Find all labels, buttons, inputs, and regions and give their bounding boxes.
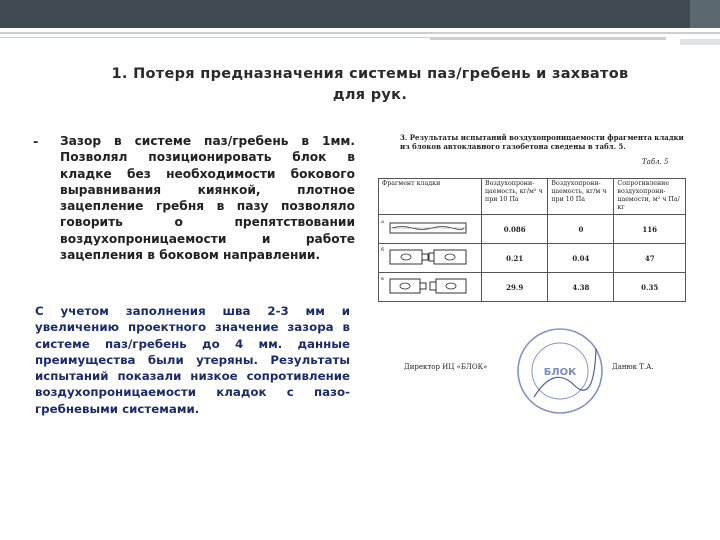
row-label: б xyxy=(381,247,385,253)
header-rule-thick xyxy=(430,37,666,40)
cell-value: 0.04 xyxy=(548,244,614,273)
header-resistance: Сопротивление воздухопрони-цаемости, м² ч Па/кг xyxy=(614,179,686,215)
fragment-drawing-b xyxy=(379,244,482,273)
header-rule-thin xyxy=(0,37,430,38)
cell-value: 116 xyxy=(614,215,686,244)
conclusion-paragraph: С учетом заполнения шва 2-3 мм и увеличению проектного значение зазора в системе паз/гребень до 4 мм. данные преимущества были утеряны. Результаты испытаний показали низкое сопротивление воздухопроницаемости кладок с пазо-гребневыми системами. xyxy=(35,304,350,416)
cell-value: 47 xyxy=(614,244,686,273)
test-report-image xyxy=(374,125,694,425)
signature-title: Директор ИЦ «БЛОК» xyxy=(404,363,488,371)
stamp-label: БЛОК xyxy=(543,367,577,378)
cell-value: 0.35 xyxy=(614,273,686,302)
top-bar xyxy=(0,0,720,28)
table-number: Табл. 5 xyxy=(642,158,669,166)
table-row xyxy=(379,244,686,273)
report-caption: 3. Результаты испытаний воздухопроницаемости фрагмента кладки из блоков автоклавного газобетона сведены в табл. 5. xyxy=(400,133,684,151)
gap-joint-icon xyxy=(388,276,468,296)
cell-value: 0.21 xyxy=(482,244,548,273)
table-header-row xyxy=(379,179,686,215)
cell-value: 0 xyxy=(548,215,614,244)
tongue-groove-joint-icon xyxy=(388,247,468,267)
cell-value: 29.9 xyxy=(482,273,548,302)
header-rule xyxy=(0,32,720,34)
header-rule-corner xyxy=(680,39,720,45)
cell-value: 0.086 xyxy=(482,215,548,244)
slide-title-line-2: для рук. xyxy=(332,87,408,103)
fragment-drawing-c xyxy=(379,273,482,302)
row-label: а xyxy=(381,219,384,225)
slide-title-line-1: 1. Потеря предназначения системы паз/гребень и захватов xyxy=(111,66,629,82)
block-joint-icon xyxy=(388,219,468,237)
signature-name: Данюк Т.А. xyxy=(612,363,654,371)
results-table xyxy=(378,178,686,302)
header-fragment: Фрагмент кладки xyxy=(379,179,482,215)
stamp-icon xyxy=(514,325,606,417)
bullet-marker: - xyxy=(33,135,39,150)
header-air-permeability-area: Воздухопрони-цаемость, кг/м² ч при 10 Па xyxy=(482,179,548,215)
bullet-paragraph: Зазор в системе паз/гребень в 1мм. Позволял позиционировать блок в кладке без необходимости бокового выравнивания киянкой, плотное зацепление гребня в пазу позволяло говорить о препятствовании воздухопроницаемости и работе зацепления в боковом направлении. xyxy=(60,134,355,263)
fragment-drawing-a xyxy=(379,215,482,244)
row-label: в xyxy=(381,276,384,282)
table-row xyxy=(379,273,686,302)
cell-value: 4.38 xyxy=(548,273,614,302)
header-air-permeability-length: Воздухопрони-цаемость, кг/м ч при 10 Па xyxy=(548,179,614,215)
slide-title xyxy=(40,64,700,106)
top-bar-accent xyxy=(690,0,720,28)
table-row xyxy=(379,215,686,244)
